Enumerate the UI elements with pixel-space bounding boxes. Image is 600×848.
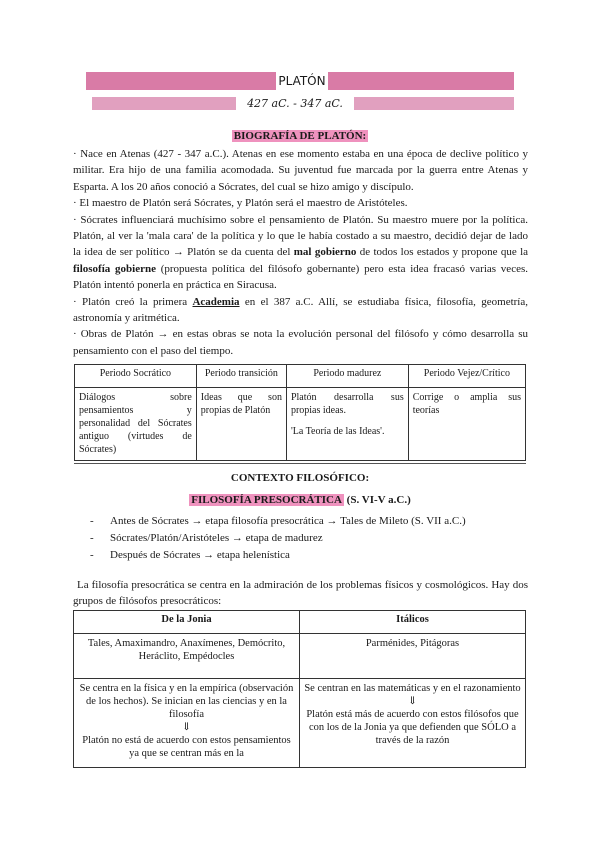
periods-cell: Diálogos sobre pensamientos y personalidad del Sócrates antiguo (virtudes de Sócrates) [75, 388, 197, 461]
groups-header-row [74, 611, 526, 634]
biography-body [73, 146, 528, 359]
biography-heading-text: BIOGRAFÍA DE PLATÓN: [233, 130, 367, 142]
philosophy-governs-term: filosofía gobierne [73, 262, 156, 275]
presocratic-intro: La filosofía presocrática se centra en la admiración de los problemas físicos y cosmológicos. Hay dos grupos de filósofos presocráticos: [73, 579, 528, 608]
italicos-philosophers: Parménides, Pitágoras [300, 634, 526, 679]
list-item-text: Antes de Sócrates → etapa filosofía presocrática → Tales de Mileto (S. VII a.C.) [110, 515, 466, 527]
down-arrow-icon: ⇓ [182, 722, 191, 733]
presocratic-heading-text: FILOSOFÍA PRESOCRÁTICA [191, 494, 342, 506]
biography-p3-c: de todos los estados y propone que la [356, 246, 529, 259]
biography-p4 [73, 294, 528, 327]
bad-government-term: mal gobierno [293, 246, 357, 259]
periods-header: Periodo transición [196, 365, 286, 388]
biography-p3-e: (propuesta política del filósofo gobernante) pero esta idea fracasó varias veces. Platón intentó ponerla en práctica en Siracusa. [73, 262, 528, 292]
biography-p4-c: en el 387 a.C. Allí, se estudiaba física, filosofía, geometría, astronomía y aritmética. [73, 295, 528, 325]
periods-cell-text: Platón desarrolla sus propias ideas. [290, 392, 404, 416]
down-arrow-icon: ⇓ [408, 696, 417, 707]
presocratic-period: (S. VI-V a.C.) [343, 494, 411, 506]
theory-of-ideas: 'La Teoría de las Ideas'. [290, 426, 385, 437]
groups-row-focus [74, 679, 526, 768]
italicos-focus [300, 679, 526, 768]
academia-term: Academia [192, 295, 240, 308]
list-item-text: Después de Sócrates → etapa helenística [110, 549, 290, 561]
list-item [90, 513, 466, 530]
presocratic-heading [0, 494, 600, 506]
periods-cell: Ideas que son propias de Platón [196, 388, 286, 461]
groups-table [73, 610, 526, 768]
groups-row-philosophers [74, 634, 526, 679]
groups-header-jonia: De la Jonia [74, 611, 300, 634]
biography-p2: · El maestro de Platón será Sócrates, y Platón será el maestro de Aristóteles. [73, 197, 408, 210]
bullet-marker: - [90, 515, 94, 527]
list-item-text: Sócrates/Platón/Aristóteles → etapa de madurez [110, 532, 323, 544]
biography-p5: · Obras de Platón → en estas obras se nota la evolución personal del filósofo y cómo desarrolla su pensamiento con el paso del tiempo. [73, 328, 528, 357]
periods-body-row [75, 388, 526, 461]
periods-header: Periodo Vejez/Crítico [408, 365, 525, 388]
biography-p4-a: · Platón creó la primera [73, 295, 193, 308]
list-item [90, 547, 466, 564]
context-bullets [90, 513, 466, 564]
periods-header: Periodo madurez [286, 365, 408, 388]
groups-header-italicos: Itálicos [300, 611, 526, 634]
biography-p3-a: · Sócrates influenciará muchísimo sobre el pensamiento de Platón. Su maestro muere por la política. Platón, al ver la 'mala cara' de la política y lo que le había costado a su maestro, decidió dejar de lado la idea de ser político → Platón se da cuenta del [73, 213, 528, 259]
periods-cell-madurez [286, 388, 408, 461]
bullet-marker: - [90, 549, 94, 561]
section-divider [74, 463, 526, 464]
list-item [90, 530, 466, 547]
biography-heading [0, 130, 600, 142]
biography-p3 [73, 212, 528, 294]
page-title: PLATÓN [276, 70, 328, 92]
periods-table [74, 364, 526, 461]
jonia-philosophers: Tales, Amaximandro, Anaxímenes, Demócrito, Heráclito, Empédocles [74, 634, 300, 679]
periods-header-row [75, 365, 526, 388]
jonia-focus-text: Se centra en la física y en la empírica (observación de los hechos). Se inician en las ciencias y en la filosofía [79, 683, 294, 720]
page-dates: 427 aC. - 347 aC. [236, 94, 354, 113]
jonia-plato-opinion: Platón no está de acuerdo con estos pensamientos ya que se centran más en la [82, 735, 291, 759]
periods-cell: Corrige o amplia sus teorías [408, 388, 525, 461]
bullet-marker: - [90, 532, 94, 544]
italicos-focus-text: Se centran en las matemáticas y en el razonamiento [304, 683, 521, 694]
italicos-plato-opinion: Platón está más de acuerdo con estos filósofos que con los de la Jonia ya que defienden que SÓLO a través de la razón [306, 709, 519, 746]
context-heading: CONTEXTO FILOSÓFICO: [230, 472, 370, 484]
periods-header: Periodo Socrático [75, 365, 197, 388]
jonia-focus [74, 679, 300, 768]
biography-p1: · Nace en Atenas (427 - 347 a.C.). Atenas en ese momento estaba en una época de declive político y militar. Era hijo de una familia acomodada. Su juventud fue marcada por la guerra entre Atenas y Esparta. A los 20 años conoció a Sócrates, del cual se hizo amigo y discípulo. [73, 148, 528, 193]
